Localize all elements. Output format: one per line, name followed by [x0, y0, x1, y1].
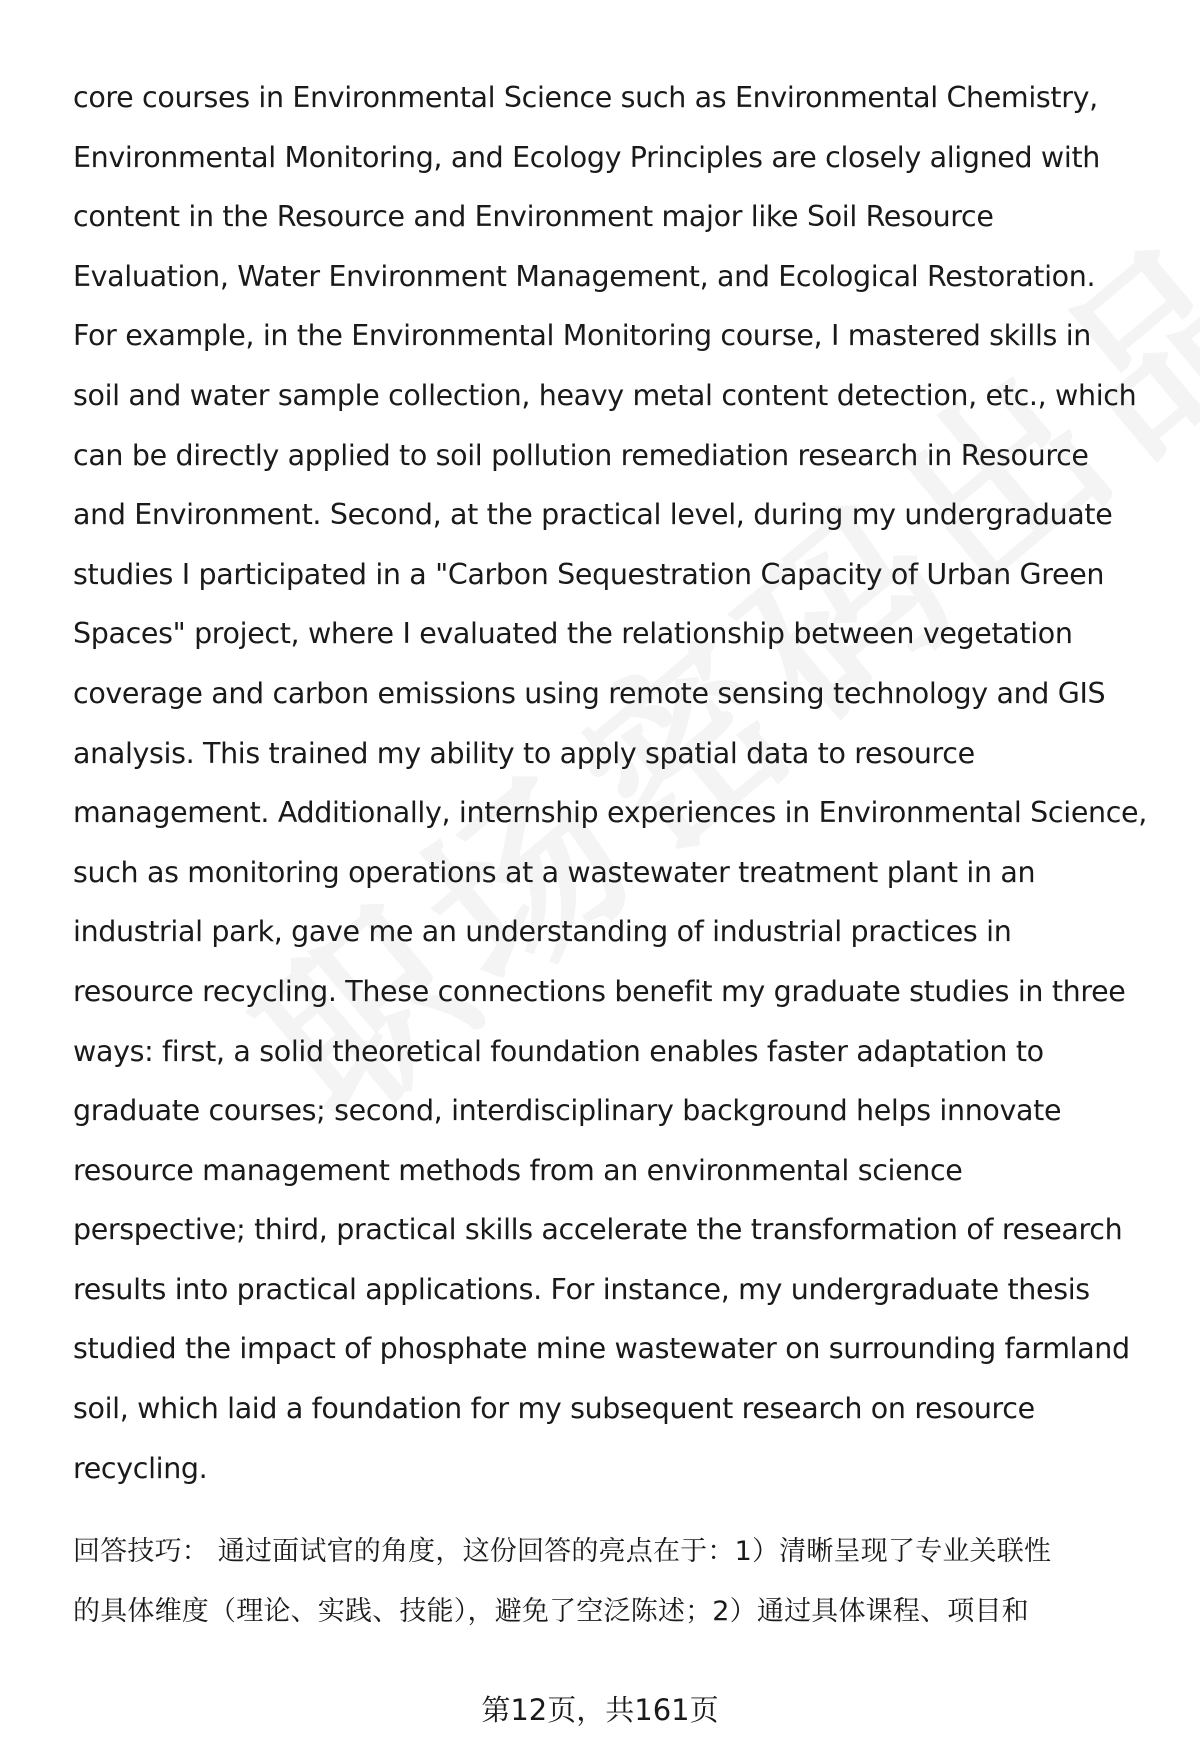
- paragraph-line: content in the Resource and Environment major like Soil Resource: [73, 200, 994, 234]
- paragraph-line: For example, in the Environmental Monitoring course, I mastered skills in: [73, 319, 1091, 353]
- paragraph-line: soil, which laid a foundation for my subsequent research on resource: [73, 1392, 1035, 1426]
- paragraph-line: can be directly applied to soil pollution remediation research in Resource: [73, 438, 1089, 472]
- paragraph-line: Evaluation, Water Environment Management, and Ecological Restoration.: [73, 259, 1096, 293]
- paragraph-line: and Environment. Second, at the practical level, during my undergraduate: [73, 498, 1113, 532]
- paragraph-line: Environmental Monitoring, and Ecology Principles are closely aligned with: [73, 140, 1100, 174]
- paragraph-line: ways: first, a solid theoretical foundation enables faster adaptation to: [73, 1034, 1044, 1068]
- paragraph-line: results into practical applications. For instance, my undergraduate thesis: [73, 1272, 1090, 1306]
- paragraph-line: studies I participated in a "Carbon Sequestration Capacity of Urban Green: [73, 557, 1105, 591]
- paragraph-line: resource management methods from an environmental science: [73, 1153, 963, 1187]
- paragraph-line: recycling.: [73, 1451, 208, 1485]
- paragraph-line: such as monitoring operations at a wastewater treatment plant in an: [73, 855, 1036, 889]
- paragraph-line: analysis. This trained my ability to apply spatial data to resource: [73, 736, 975, 770]
- paragraph-line: management. Additionally, internship experiences in Environmental Science,: [73, 796, 1147, 830]
- answer-tips: [73, 1522, 1163, 1641]
- paragraph-line: graduate courses; second, interdisciplinary background helps innovate: [73, 1094, 1062, 1128]
- paragraph-line: coverage and carbon emissions using remote sensing technology and GIS: [73, 676, 1106, 710]
- paragraph-line: soil and water sample collection, heavy metal content detection, etc., which: [73, 378, 1137, 412]
- paragraph-line: studied the impact of phosphate mine wastewater on surrounding farmland: [73, 1332, 1130, 1366]
- page-indicator: 第12页，共161页: [481, 1693, 719, 1727]
- paragraph-line: core courses in Environmental Science such as Environmental Chemistry,: [73, 81, 1098, 114]
- paragraph-line: resource recycling. These connections benefit my graduate studies in three: [73, 974, 1126, 1008]
- paragraph-line: perspective; third, practical skills accelerate the transformation of research: [73, 1213, 1123, 1247]
- answer-paragraph: [73, 68, 1163, 1498]
- paragraph-line: industrial park, gave me an understanding of industrial practices in: [73, 915, 1012, 949]
- tip-line: 回答技巧： 通过面试官的角度，这份回答的亮点在于：1）清晰呈现了专业关联性: [73, 1536, 1052, 1567]
- tip-line: 的具体维度（理论、实践、技能），避免了空泛陈述；2）通过具体课程、项目和: [73, 1595, 1029, 1627]
- paragraph-line: Spaces" project, where I evaluated the relationship between vegetation: [73, 617, 1073, 651]
